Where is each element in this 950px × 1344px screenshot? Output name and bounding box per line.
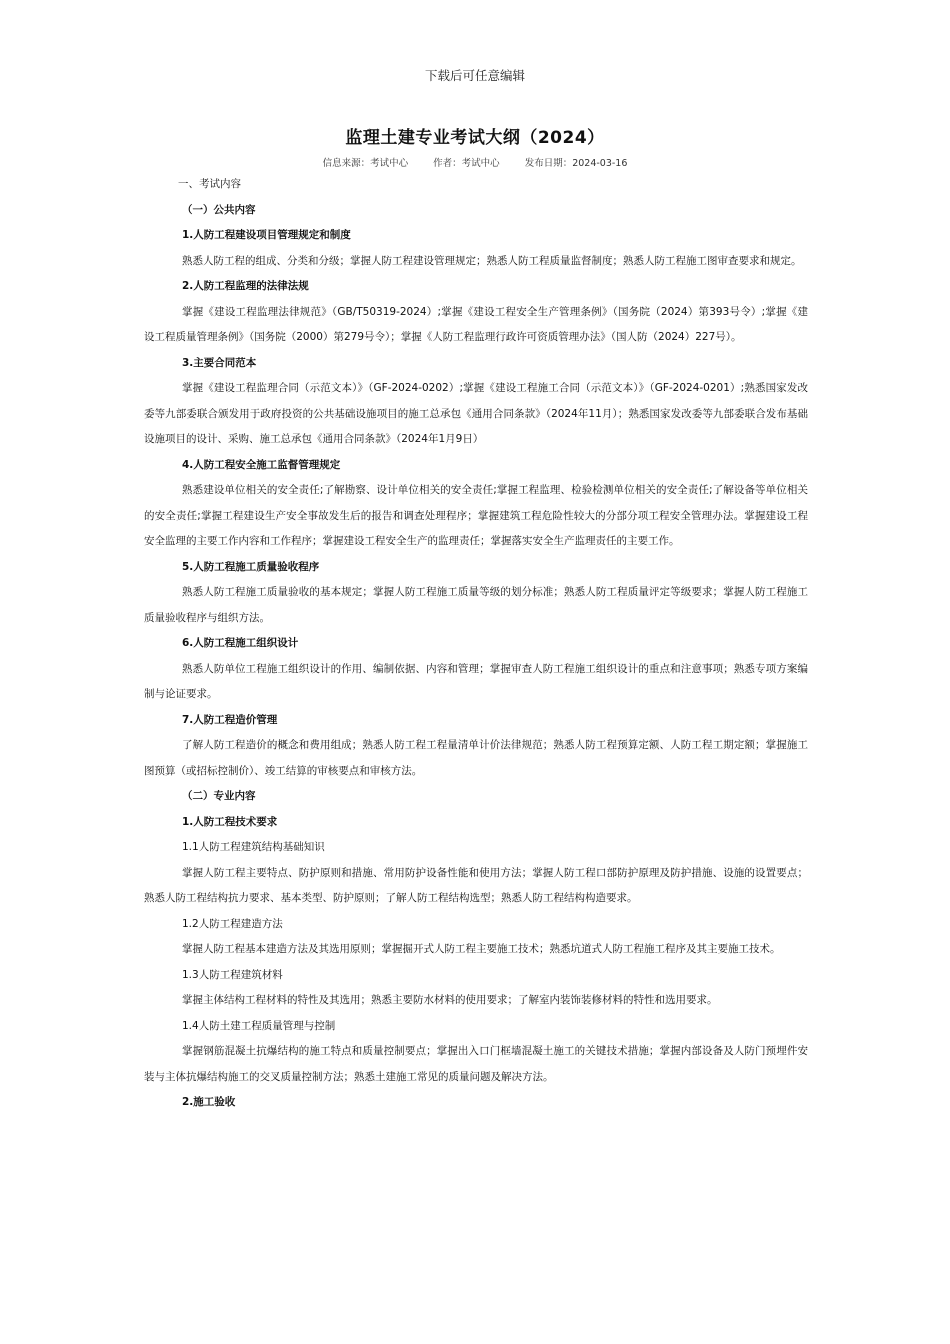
download-note: 下载后可任意编辑 [424,68,525,83]
topic-heading: 2.施工验收 [182,1096,236,1108]
topic-heading: 7.人防工程造价管理 [182,713,278,726]
body-paragraph: 熟悉人防工程施工质量验收的基本规定；掌握人防工程施工质量等级的划分标准；熟悉人防工程质量评定等级要求；掌握人防工程施工质量验收程序与组织方法。 [144,586,808,624]
body-paragraph: 掌握主体结构工程材料的特性及其选用；熟悉主要防水材料的使用要求；了解室内装饰装修材料的特性和选用要求。 [182,994,718,1006]
section-heading: 一、考试内容 [178,178,241,190]
body-paragraph: 熟悉人防工程的组成、分类和分级；掌握人防工程建设管理规定；熟悉人防工程质量监督制度；熟悉人防工程施工图审查要求和规定。 [182,254,802,267]
body-paragraph: 熟悉人防单位工程施工组织设计的作用、编制依据、内容和管理；掌握审查人防工程施工组织设计的重点和注意事项；熟悉专项方案编制与论证要求。 [144,662,808,700]
topic-heading: 3.主要合同范本 [182,356,257,369]
subtopic-heading: 1.1人防工程建筑结构基础知识 [182,841,325,853]
topic-heading: 2.人防工程监理的法律法规 [182,280,309,292]
topic-heading: 6.人防工程施工组织设计 [182,637,299,649]
subsection-heading: （一）公共内容 [182,203,256,216]
document-title: 监理土建专业考试大纲（2024） [345,128,605,148]
topic-heading: 1.人防工程建设项目管理规定和制度 [182,229,351,241]
body-paragraph: 了解人防工程造价的概念和费用组成；熟悉人防工程工程量清单计价法律规范；熟悉人防工程预算定额、人防工程工期定额；掌握施工图预算（或招标控制价）、竣工结算的审核要点和审核方法。 [144,739,808,777]
subtopic-heading: 1.3人防工程建筑材料 [182,968,283,981]
subtopic-heading: 1.2人防工程建造方法 [182,917,283,930]
body-paragraph: 掌握钢筋混凝土抗爆结构的施工特点和质量控制要点；掌握出入口门框墙混凝土施工的关键技术措施；掌握内部设备及人防门预埋件安装与主体抗爆结构施工的交叉质量控制方法；熟悉土建施工常见的质量问题及解决方法。 [144,1045,808,1083]
topic-heading: 5.人防工程施工质量验收程序 [182,560,320,573]
body-paragraph: 熟悉建设单位相关的安全责任;了解勘察、设计单位相关的安全责任;掌握工程监理、检验检测单位相关的安全责任;了解设备等单位相关的安全责任;掌握工程建设生产安全事故发生后的报告和调查处理程序；掌握建筑工程危险性较大的分部分项工程安全管理办法。掌握建设工程安全监理的主要工作内容和工作程序；掌握建设工程安全生产的监理责任；掌握落实安全生产监理责任的主要工作。 [144,484,808,547]
topic-heading: 1.人防工程技术要求 [182,815,278,828]
body-paragraph: 掌握人防工程基本建造方法及其选用原则；掌握掘开式人防工程主要施工技术；熟悉坑道式人防工程施工程序及其主要施工技术。 [182,943,781,955]
body-paragraph: 掌握《建设工程监理法律规范》（GB/T50319-2024）;掌握《建设工程安全生产管理条例》（国务院（2024）第393号令）;掌握《建设工程质量管理条例》（国务院（2000）第279号令）；掌握《人防工程监理行政许可资质管理办法》（国人防（2024）227号）。 [144,305,808,343]
meta-source: 信息来源：考试中心 [322,158,409,169]
subtopic-heading: 1.4人防土建工程质量管理与控制 [182,1019,336,1032]
meta-author: 作者：考试中心 [433,158,500,169]
body-paragraph: 掌握《建设工程监理合同（示范文本）》（GF-2024-0202）;掌握《建设工程施工合同（示范文本）》（GF-2024-0201）;熟悉国家发改委等九部委联合颁发用于政府投资的公共基础设施项目的施工总承包《通用合同条款》（2024年11月）；熟悉国家发改委等九部委联合发布基础设施项目的设计、采购、施工总承包《通用合同条款》（2024年1月9日） [144,382,808,445]
body-paragraph: 掌握人防工程主要特点、防护原则和措施、常用防护设备性能和使用方法；掌握人防工程口部防护原理及防护措施、设施的设置要点；熟悉人防工程结构抗力要求、基本类型、防护原则；了解人防工程结构选型；熟悉人防工程结构构造要求。 [144,866,808,904]
subsection-heading: （二）专业内容 [182,790,256,802]
document-meta [0,155,950,169]
meta-date: 发布日期：2024-03-16 [524,158,628,169]
topic-heading: 4.人防工程安全施工监督管理规定 [182,458,341,471]
document-body [144,172,808,1116]
